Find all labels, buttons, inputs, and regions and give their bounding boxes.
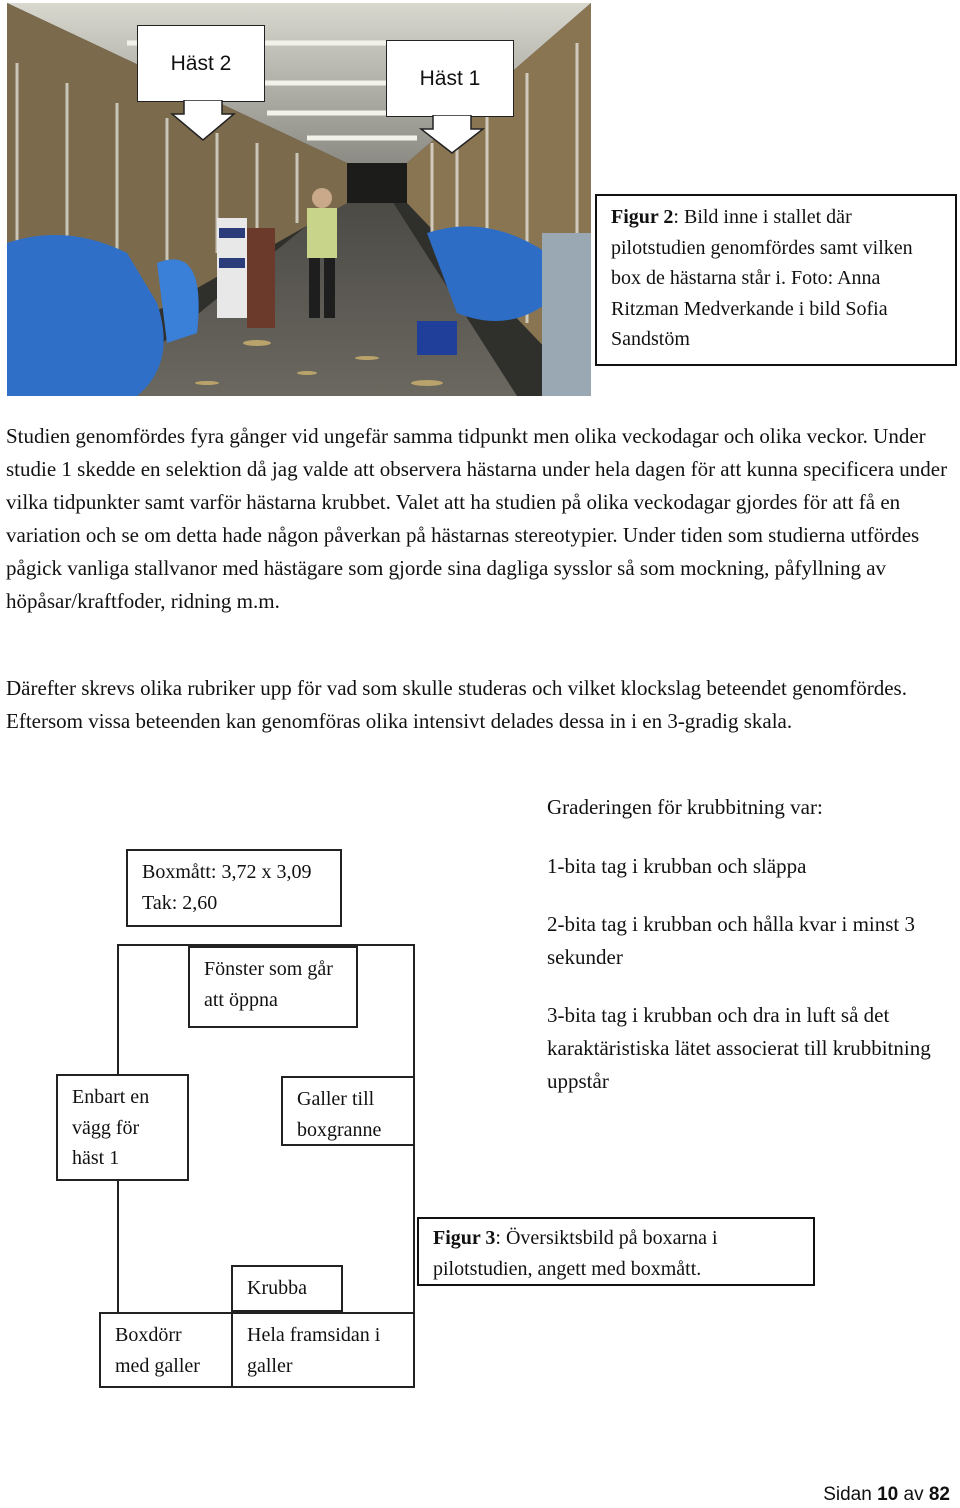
page-number-current: 10 [877,1484,899,1505]
callout-hast-2-label: Häst 2 [170,51,232,75]
page-number-middle: av [898,1484,929,1505]
page-number [823,1484,950,1506]
callout-hast-1 [386,40,514,117]
figure-3-label: Figur 3 [433,1227,496,1249]
page-number-total: 82 [928,1484,950,1505]
door-label [99,1312,233,1388]
manger-label-text: Krubba [247,1277,307,1299]
callout-hast-2 [137,25,265,102]
door-label-text: Boxdörr med galler [115,1324,200,1377]
figure-3-caption [417,1217,815,1286]
page-number-prefix: Sidan [823,1484,878,1505]
diagram-wall-left-lower [117,1180,119,1312]
body-paragraph-1: Studien genomfördes fyra gånger vid ungefär samma tidpunkt men olika veckodagar och olika veckor. Under studie 1 skedde en selektion då jag valde att observera hästarna under hela dagen för att kunna specificera under vilka tidpunkter samt varför hästarna krubbet. Valet att ha studien på olika veckodagar gjordes för att få en variation och se om detta hade någon påverkan på hästarnas stereotypier. Under tiden som studierna utfördes pågick vanliga stallvanor med hästägare som gjorde sina dagliga sysslor så som mockning, påfyllning av höpåsar/kraftfoder, ridning m.m. [6,424,948,613]
grate-neighbor-label-text: Galler till boxgranne [297,1088,382,1141]
figure-2-text: : Bild inne i stallet där pilotstudien genomfördes samt vilken box de hästarna står i. Foto: Anna Ritzman Medverkande i bild Sofia Sandstöm [611,206,913,350]
single-wall-label [56,1074,189,1181]
front-grate-label [231,1312,415,1388]
figure-2-label: Figur 2 [611,206,674,228]
window-label-text: Fönster som går att öppna [204,958,333,1011]
grate-neighbor-label [281,1076,415,1146]
manger-label [231,1265,343,1312]
box-dimensions [126,849,342,927]
figure-3-text: : Översiktsbild på boxarna i pilotstudien, angett med boxmått. [433,1227,718,1280]
grading-item-2: 2-bita tag i krubban och hålla kvar i minst 3 sekunder [547,912,915,969]
arrow-down-icon [419,115,485,155]
front-grate-label-text: Hela framsidan i galler [247,1324,381,1377]
body-paragraph-2: Därefter skrevs olika rubriker upp för vad som skulle studeras och vilket klockslag beteendet genomfördes. Eftersom vissa beteenden kan genomföras olika intensivt delades dessa in i en 3-gradig skala. [6,676,907,733]
grading-item-3: 3-bita tag i krubban och dra in luft så det karaktäristiska lätet associerat till krubbitning uppstår [547,1003,931,1093]
box-dimensions-text: Boxmått: 3,72 x 3,09 Tak: 2,60 [142,861,312,914]
single-wall-label-text: Enbart en vägg för häst 1 [72,1086,150,1169]
arrow-down-icon [170,100,236,142]
grading-title: Graderingen för krubbitning var: [547,795,823,819]
diagram-wall-left [117,944,119,1074]
window-label [188,946,358,1028]
grading-item-1: 1-bita tag i krubban och släppa [547,854,807,878]
callout-hast-1-label: Häst 1 [419,66,481,90]
figure-2-caption [595,194,957,366]
